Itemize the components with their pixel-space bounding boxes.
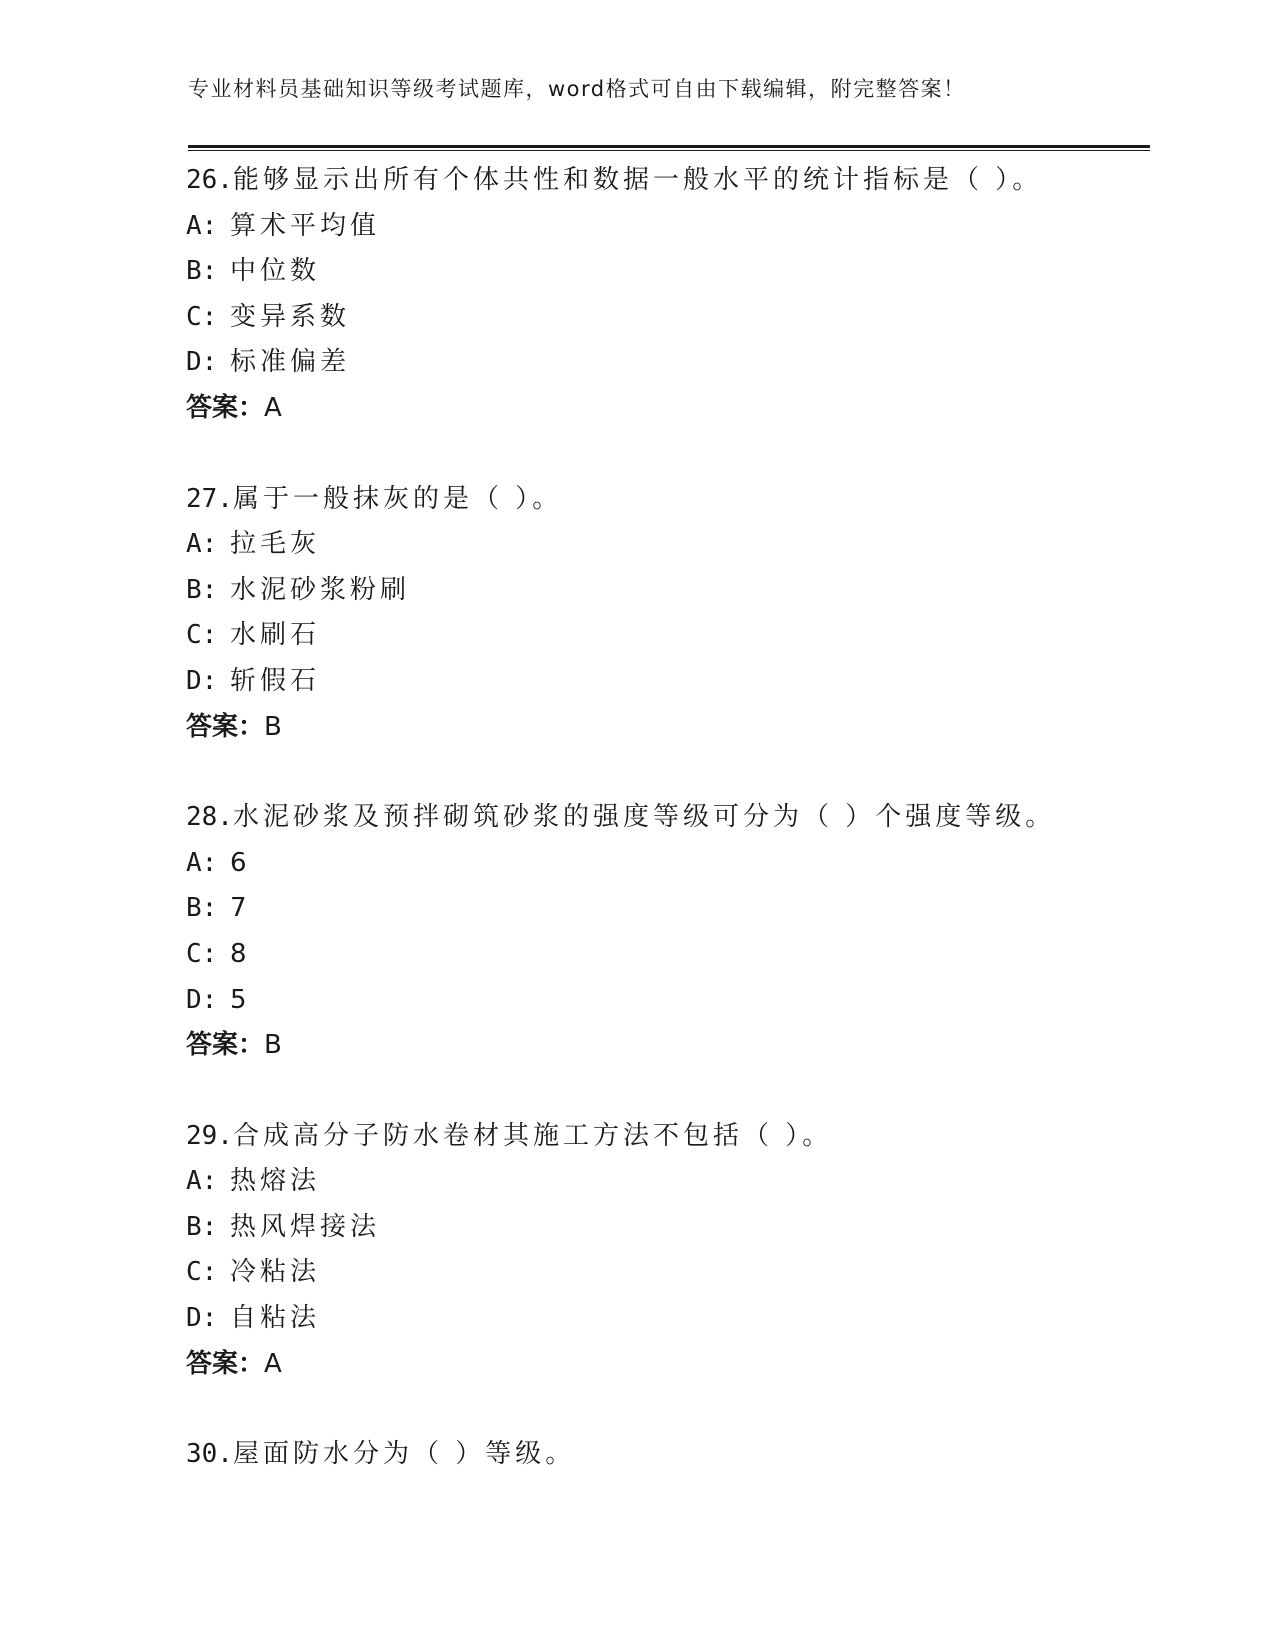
option-d bbox=[186, 659, 1146, 705]
page-header: 专业材料员基础知识等级考试题库，word格式可自由下载编辑，附完整答案！ bbox=[188, 77, 966, 101]
question-stem bbox=[186, 1432, 1146, 1478]
question-number: 29. bbox=[186, 1120, 233, 1151]
option-a bbox=[186, 1159, 1146, 1205]
option-key: B: bbox=[186, 256, 218, 287]
option-text: 变异系数 bbox=[230, 301, 351, 332]
option-d bbox=[186, 340, 1146, 386]
option-text: 水泥砂浆粉刷 bbox=[230, 574, 411, 605]
option-key: D: bbox=[186, 665, 218, 696]
option-text: 热风焊接法 bbox=[230, 1211, 381, 1242]
option-b bbox=[186, 249, 1146, 295]
option-key: D: bbox=[186, 984, 218, 1015]
option-text: 热熔法 bbox=[230, 1166, 321, 1197]
option-b bbox=[186, 1205, 1146, 1251]
option-c bbox=[186, 295, 1146, 341]
question-stem bbox=[186, 795, 1146, 841]
option-text: 标准偏差 bbox=[230, 347, 351, 378]
answer-value: A bbox=[264, 1348, 282, 1379]
option-c bbox=[186, 1250, 1146, 1296]
question-28 bbox=[186, 795, 1146, 1069]
header-rule bbox=[188, 145, 1150, 151]
option-text: 5 bbox=[230, 984, 251, 1015]
option-key: A: bbox=[186, 529, 218, 560]
option-a bbox=[186, 841, 1146, 887]
question-text: 属于一般抹灰的是（ ）。 bbox=[232, 483, 563, 514]
question-text: 合成高分子防水卷材其施工方法不包括（ ）。 bbox=[232, 1120, 833, 1151]
question-30 bbox=[186, 1432, 1146, 1478]
option-key: A: bbox=[186, 847, 218, 878]
option-key: C: bbox=[186, 301, 218, 332]
option-key: D: bbox=[186, 1303, 218, 1334]
option-a bbox=[186, 522, 1146, 568]
answer-label: 答案： bbox=[186, 392, 265, 423]
option-key: C: bbox=[186, 938, 218, 969]
option-key: A: bbox=[186, 1166, 218, 1197]
option-c bbox=[186, 932, 1146, 978]
answer bbox=[186, 1023, 1146, 1069]
option-text: 冷粘法 bbox=[230, 1257, 321, 1288]
option-d bbox=[186, 1296, 1146, 1342]
option-text: 中位数 bbox=[230, 256, 321, 287]
option-text: 自粘法 bbox=[230, 1303, 321, 1334]
option-text: 算术平均值 bbox=[230, 210, 381, 241]
option-key: D: bbox=[186, 347, 218, 378]
question-text: 能够显示出所有个体共性和数据一般水平的统计指标是（ ）。 bbox=[232, 165, 1043, 195]
answer-label: 答案： bbox=[186, 711, 265, 742]
option-d bbox=[186, 978, 1146, 1024]
option-c bbox=[186, 613, 1146, 659]
option-text: 7 bbox=[230, 893, 251, 924]
option-key: C: bbox=[186, 1257, 218, 1288]
option-text: 水刷石 bbox=[230, 620, 321, 651]
option-key: B: bbox=[186, 574, 218, 605]
answer-label: 答案： bbox=[186, 1348, 265, 1379]
option-key: C: bbox=[186, 620, 218, 651]
question-stem bbox=[186, 1114, 1146, 1160]
question-number: 28. bbox=[186, 802, 233, 833]
option-key: B: bbox=[186, 1211, 218, 1242]
option-key: A: bbox=[186, 210, 218, 241]
question-stem bbox=[186, 477, 1146, 523]
question-26 bbox=[186, 158, 1146, 432]
option-text: 斩假石 bbox=[230, 665, 321, 696]
option-text: 6 bbox=[230, 847, 251, 878]
answer-label: 答案： bbox=[186, 1030, 265, 1061]
option-b bbox=[186, 568, 1146, 614]
question-number: 30. bbox=[186, 1439, 233, 1470]
question-27 bbox=[186, 477, 1146, 751]
question-number: 27. bbox=[186, 483, 233, 514]
question-text: 屋面防水分为（ ）等级。 bbox=[232, 1439, 576, 1470]
option-text: 拉毛灰 bbox=[230, 529, 321, 560]
option-text: 8 bbox=[230, 938, 251, 969]
answer-value: B bbox=[264, 711, 282, 742]
question-list bbox=[186, 158, 1146, 1523]
option-a bbox=[186, 204, 1146, 250]
answer bbox=[186, 1342, 1146, 1388]
answer bbox=[186, 705, 1146, 751]
option-key: B: bbox=[186, 893, 218, 924]
question-number: 26. bbox=[186, 165, 233, 195]
question-text: 水泥砂浆及预拌砌筑砂浆的强度等级可分为（ ）个强度等级。 bbox=[232, 802, 1056, 833]
question-stem bbox=[186, 158, 1146, 204]
answer bbox=[186, 386, 1146, 432]
question-29 bbox=[186, 1114, 1146, 1388]
answer-value: B bbox=[264, 1030, 282, 1061]
answer-value: A bbox=[264, 392, 282, 423]
option-b bbox=[186, 886, 1146, 932]
